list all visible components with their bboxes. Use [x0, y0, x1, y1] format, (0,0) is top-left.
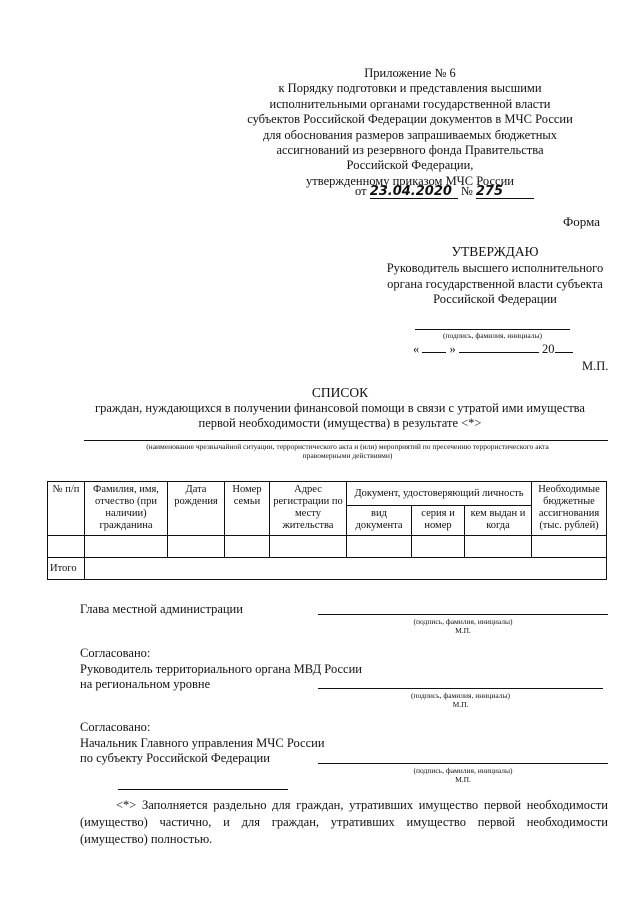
head-admin-stamp: М.П.	[455, 626, 471, 635]
title-line: первой необходимости (имущества) в результате <*>	[198, 416, 482, 430]
event-name-caption	[70, 442, 625, 460]
header-family: Номер семьи	[225, 482, 270, 536]
appendix-line: для обоснования размеров запрашиваемых бюджетных	[262, 127, 558, 142]
mchs-caption: (подпись, фамилия, инициалы)	[413, 766, 513, 775]
table-cell	[347, 536, 412, 558]
date-month-blank	[459, 352, 539, 353]
form-label: Форма	[563, 214, 600, 229]
footnote-divider	[118, 789, 288, 790]
appendix-block	[240, 66, 580, 189]
agreed-label: Согласовано:	[80, 646, 151, 660]
head-admin-label: Глава местной администрации	[80, 602, 243, 616]
handwritten-date: 23.04.2020	[370, 185, 458, 199]
date-day-blank	[422, 352, 446, 353]
mvd-block	[80, 646, 362, 693]
header-doc-issued: кем выдан и когда	[465, 506, 532, 536]
header-birth: Дата рождения	[168, 482, 225, 536]
mchs-line: Начальник Главного управления МЧС России	[80, 735, 325, 750]
citizens-table	[47, 481, 607, 580]
header-doc-type: вид документа	[347, 506, 412, 536]
mvd-caption: (подпись, фамилия, инициалы)	[410, 691, 511, 700]
table-cell	[85, 536, 168, 558]
table-cell	[48, 536, 85, 558]
appendix-line: утвержденному приказом МЧС России	[306, 173, 514, 188]
table-cell	[225, 536, 270, 558]
date-open-quote: «	[413, 342, 420, 356]
table-row	[48, 536, 607, 558]
header-doc-series: серия и номер	[412, 506, 465, 536]
approval-stamp: М.П.	[582, 359, 609, 373]
event-name-line	[84, 440, 608, 441]
approval-line: Руководитель высшего исполнительного	[386, 261, 604, 276]
header-address: Адрес регистрации по месту жительства	[270, 482, 347, 536]
mchs-line: по субъекту Российской Федерации	[80, 751, 270, 765]
approval-signature-line	[415, 329, 570, 330]
approval-signature-caption: (подпись, фамилия, инициалы)	[442, 331, 543, 340]
appendix-line: субъектов Российской Федерации документов в МЧС России	[247, 112, 573, 127]
head-admin-caption: (подпись, фамилия, инициалы)	[413, 617, 513, 626]
caption-line: (наименование чрезвычайной ситуации, террористического акта и (или) мероприятий по пресечению террористического акта	[146, 442, 549, 451]
header-budget: Необходимые бюджетные ассигнования (тыс. рублей)	[532, 482, 607, 536]
table-cell	[412, 536, 465, 558]
appendix-line: Приложение № 6	[364, 66, 456, 80]
agreed-label: Согласовано:	[80, 720, 151, 734]
mvd-line: Руководитель территориального органа МВД России	[80, 661, 362, 676]
header-num: № п/п	[48, 482, 85, 536]
from-label: от	[355, 184, 367, 198]
table-cell	[270, 536, 347, 558]
footnote-text: <*> Заполняется раздельно для граждан, утративших имущество первой необходимости (имущество) частично, и для граждан, утративших имущество первой необходимости (имущество) полностью.	[80, 798, 608, 846]
approval-line: Российской Федерации	[433, 292, 557, 307]
header-doc: Документ, удостоверяющий личность	[347, 482, 532, 506]
appendix-line: к Порядку подготовки и представления высшими	[278, 81, 542, 96]
date-year: 20	[542, 342, 555, 356]
appendix-line: исполнительными органами государственной власти	[269, 96, 551, 111]
title-line: граждан, нуждающихся в получении финансовой помощи в связи с утратой ими имущества	[95, 400, 585, 415]
mvd-line: на региональном уровне	[80, 677, 211, 691]
table-cell	[168, 536, 225, 558]
mchs-block	[80, 720, 325, 767]
date-year-blank	[555, 352, 573, 353]
number-label: №	[460, 184, 473, 198]
mvd-stamp: М.П.	[452, 700, 469, 709]
total-row	[48, 558, 607, 580]
table-cell	[465, 536, 532, 558]
total-cell	[85, 558, 607, 580]
approval-line: органа государственной власти субъекта	[387, 276, 603, 291]
table-cell	[532, 536, 607, 558]
list-title	[40, 385, 640, 432]
header-name: Фамилия, имя, отчество (при наличии) гражданина	[85, 482, 168, 536]
total-label: Итого	[48, 558, 85, 580]
appendix-line: Российской Федерации,	[346, 158, 474, 173]
approval-block	[365, 244, 625, 308]
head-admin-signature-line	[318, 614, 608, 615]
approval-heading: УТВЕРЖДАЮ	[451, 244, 539, 259]
approval-date	[413, 342, 573, 357]
date-close-quote: »	[449, 342, 456, 356]
mchs-stamp: М.П.	[455, 775, 471, 784]
caption-line: правомерными действиями)	[302, 451, 393, 460]
mvd-signature-line	[318, 688, 603, 689]
mchs-signature-line	[318, 763, 608, 764]
footnote	[80, 797, 608, 848]
title-heading: СПИСОК	[311, 385, 369, 400]
appendix-line: ассигнований из резервного фонда Правительства	[276, 143, 544, 158]
handwritten-number: 275	[476, 185, 534, 199]
order-date-number	[355, 184, 534, 199]
